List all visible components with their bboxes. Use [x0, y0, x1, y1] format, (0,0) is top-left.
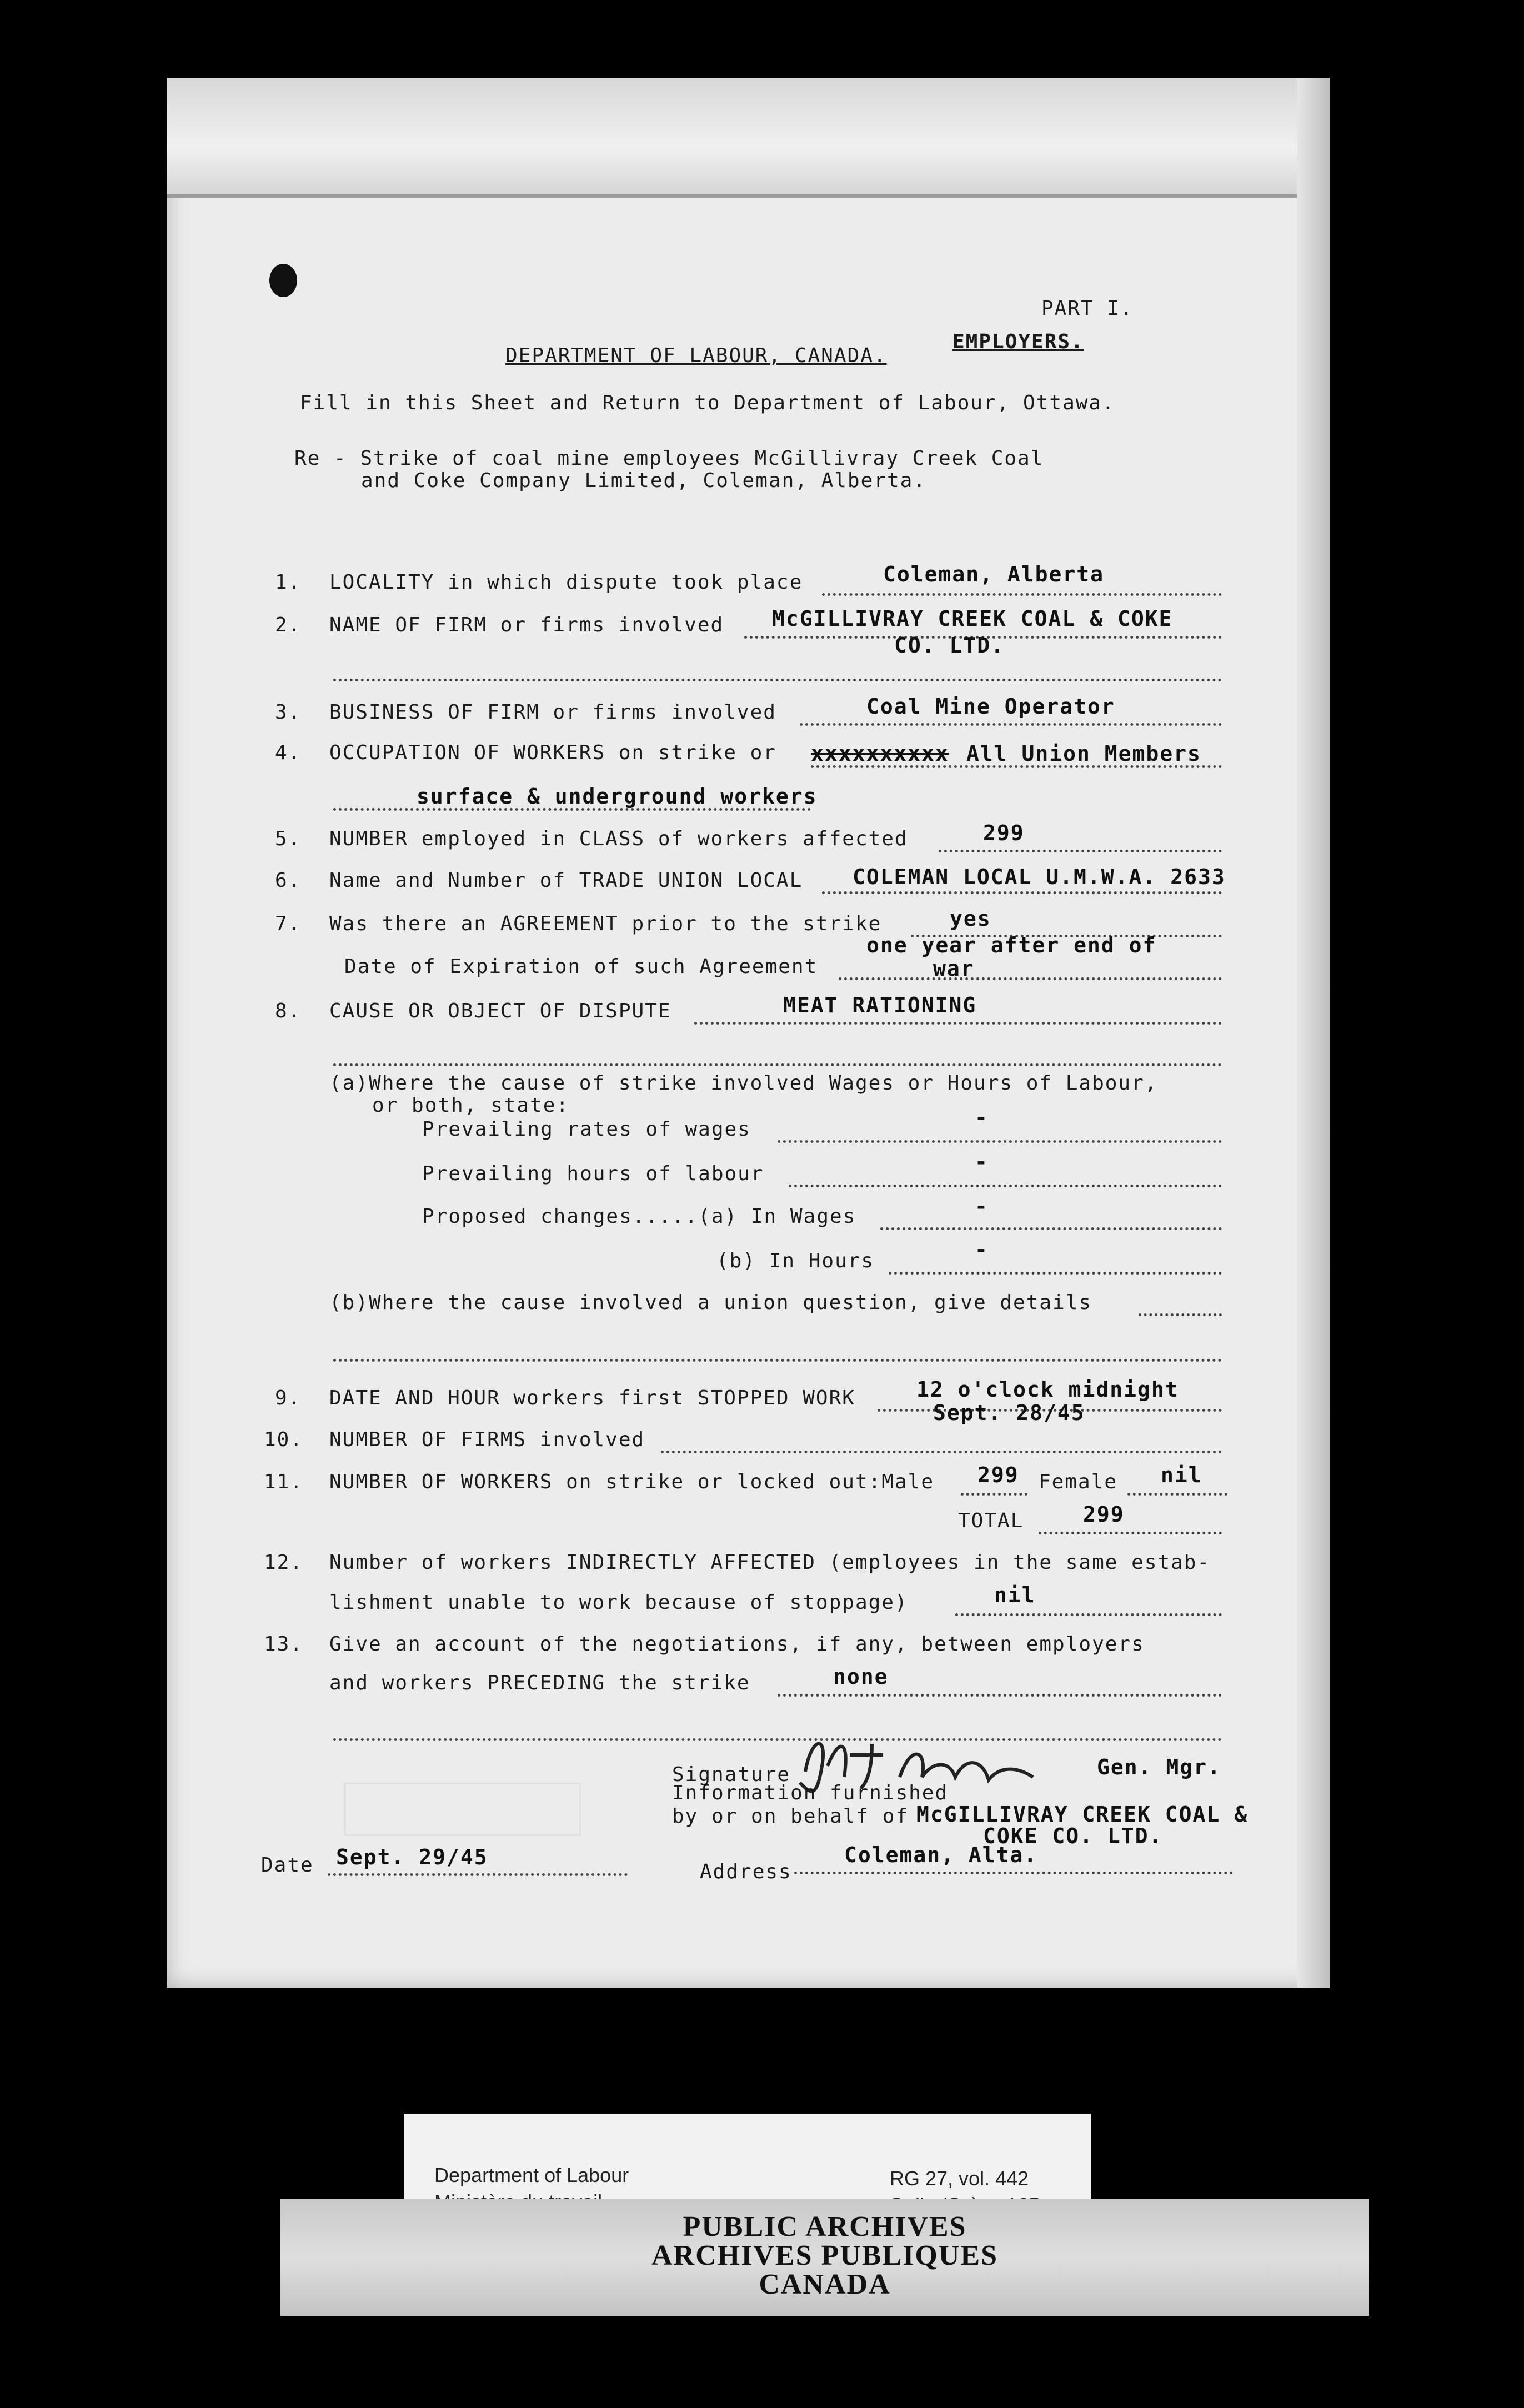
q7-expiration-label: Date of Expiration of such Agreement [344, 955, 818, 978]
q13-number: 13. [264, 1633, 304, 1656]
q12-dotted-line [955, 1613, 1222, 1616]
q11-female-value: nil [1161, 1463, 1202, 1487]
q13-dotted-line [778, 1694, 1222, 1697]
q2-value-line-2: CO. LTD. [894, 633, 1005, 658]
q6-number: 6. [275, 869, 302, 892]
q12-number: 12. [264, 1551, 304, 1574]
q8a-proposed-hours-value: - [975, 1237, 989, 1262]
q9-label: DATE AND HOUR workers first STOPPED WORK [329, 1387, 855, 1409]
archives-line-2: ARCHIVES PUBLIQUES [651, 2240, 999, 2271]
q10-number: 10. [264, 1428, 304, 1451]
q8-number: 8. [275, 1000, 302, 1022]
q2-label: NAME OF FIRM or firms involved [329, 614, 724, 636]
q5-number: 5. [275, 827, 302, 850]
date-label: Date [261, 1854, 314, 1877]
address-dotted-line [794, 1872, 1233, 1874]
signature-title: Gen. Mgr. [1097, 1755, 1221, 1779]
q1-number: 1. [275, 571, 302, 594]
q7-label: Was there an AGREEMENT prior to the strike [329, 912, 882, 935]
q7-expiration-dotted-line [839, 977, 1222, 980]
q4-struck-text: xxxxxxxxxx [811, 741, 949, 766]
q8a-rates-label: Prevailing rates of wages [422, 1118, 751, 1141]
q9-value-line-2: Sept. 28/45 [933, 1401, 1085, 1425]
q7-value: yes [950, 906, 991, 931]
q7-expiration-value: one year after end of [866, 933, 1157, 957]
q11-label: NUMBER OF WORKERS on strike or locked out:Male [329, 1471, 934, 1493]
q8a-proposed-wages-value: - [975, 1194, 989, 1218]
q13-label-line-2: and workers PRECEDING the strike [329, 1672, 750, 1694]
q11-total-dotted-line [1039, 1532, 1222, 1534]
q8a-hours-value: - [975, 1150, 989, 1174]
q10-label: NUMBER OF FIRMS involved [329, 1428, 645, 1451]
q11-total-label: TOTAL [958, 1509, 1024, 1532]
q7-expiration-value-line-2: war [933, 956, 975, 981]
q8b-dotted-line [1139, 1313, 1222, 1316]
q3-dotted-line [800, 723, 1222, 726]
q13-value: none [833, 1664, 889, 1689]
q11-male-value: 299 [977, 1463, 1019, 1487]
q5-value: 299 [983, 821, 1025, 845]
faded-stamp [344, 1783, 581, 1836]
archives-banner [280, 2199, 1369, 2316]
q10-dotted-line [661, 1451, 1222, 1453]
q1-value: Coleman, Alberta [883, 562, 1105, 586]
q4-number: 4. [275, 741, 302, 764]
q8-label: CAUSE OR OBJECT OF DISPUTE [329, 1000, 671, 1022]
archives-line-1: PUBLIC ARCHIVES [683, 2211, 967, 2243]
q7-number: 7. [275, 912, 302, 935]
q6-dotted-line [822, 891, 1222, 894]
information-label: Information furnished [672, 1782, 949, 1804]
archive-dept-en: Department of Labour [434, 2164, 629, 2186]
q4-label: OCCUPATION OF WORKERS on strike or [329, 741, 776, 764]
q1-label: LOCALITY in which dispute took place [329, 571, 803, 594]
q8a-label: (a)Where the cause of strike involved Wages or Hours of Labour, [329, 1072, 1158, 1095]
instruction-line: Fill in this Sheet and Return to Department of Labour, Ottawa. [300, 392, 1115, 414]
q12-label-line-2: lishment unable to work because of stoppage) [329, 1591, 908, 1614]
q8a-label-line-2: or both, state: [372, 1094, 570, 1117]
q1-dotted-line [822, 593, 1222, 596]
date-value: Sept. 29/45 [336, 1845, 488, 1869]
address-label: Address [700, 1860, 792, 1883]
q2-value: McGILLIVRAY CREEK COAL & COKE [772, 606, 1173, 631]
on-behalf-value: McGILLIVRAY CREEK COAL & [916, 1802, 1249, 1827]
q4-value: All Union Members [966, 741, 1201, 766]
q8-value: MEAT RATIONING [783, 993, 977, 1017]
paper-edge [1297, 78, 1330, 1988]
re-line-2: and Coke Company Limited, Coleman, Alberta. [361, 469, 926, 492]
q2-dotted-line-2 [333, 679, 1222, 681]
part-label: PART I. [1041, 297, 1134, 320]
q4-dotted-line [811, 765, 1222, 768]
signature-label: Signature [672, 1763, 791, 1786]
q5-dotted-line [939, 850, 1222, 852]
re-line-1: Re - Strike of coal mine employees McGillivray Creek Coal [294, 447, 1044, 470]
q8a-rates-dotted-line [778, 1140, 1222, 1143]
q3-value: Coal Mine Operator [866, 694, 1115, 719]
q8a-rates-value: - [975, 1105, 989, 1130]
q4-value-line-2: surface & underground workers [417, 784, 818, 809]
q8-dotted-line-2 [333, 1063, 1222, 1066]
q3-label: BUSINESS OF FIRM or firms involved [329, 701, 776, 724]
q8a-proposed-wages-label: Proposed changes.....(a) In Wages [422, 1205, 856, 1228]
q2-number: 2. [275, 614, 302, 636]
q12-label: Number of workers INDIRECTLY AFFECTED (employees in the same estab- [329, 1551, 1211, 1574]
q5-label: NUMBER employed in CLASS of workers affected [329, 827, 908, 850]
q8a-hours-label: Prevailing hours of labour [422, 1162, 764, 1185]
date-dotted-line [328, 1873, 628, 1876]
ink-blot [269, 264, 297, 297]
q3-number: 3. [275, 701, 302, 724]
q6-value: COLEMAN LOCAL U.M.W.A. 2633 [853, 865, 1226, 889]
q4-dotted-line-2 [333, 808, 811, 811]
q8a-hours-dotted-line [789, 1185, 1222, 1187]
address-value: Coleman, Alta. [844, 1843, 1038, 1867]
q11-total-value: 299 [1083, 1502, 1125, 1527]
archive-reference: RG 27, vol. 442 [890, 2167, 1029, 2190]
q8a-proposed-hours-dotted-line [889, 1272, 1222, 1275]
q11-female-dotted-line [1127, 1493, 1227, 1496]
q6-label: Name and Number of TRADE UNION LOCAL [329, 869, 803, 892]
q8-dotted-line [694, 1022, 1222, 1025]
q13-dotted-line-2 [333, 1738, 1222, 1741]
q11-male-dotted-line [961, 1493, 1027, 1496]
q11-number: 11. [264, 1471, 304, 1493]
q8a-proposed-hours-label: (b) In Hours [716, 1250, 875, 1272]
q12-value: nil [994, 1583, 1036, 1607]
q13-label: Give an account of the negotiations, if any, between employers [329, 1633, 1145, 1656]
q8b-dotted-line-2 [333, 1359, 1222, 1362]
q9-number: 9. [275, 1387, 302, 1409]
q9-value: 12 o'clock midnight [916, 1377, 1179, 1402]
on-behalf-value-line-2: COKE CO. LTD. [983, 1824, 1163, 1848]
paper-top-fold [167, 78, 1330, 198]
employers-label: EMPLOYERS. [952, 330, 1084, 353]
archives-line-3: CANADA [759, 2269, 891, 2300]
q8a-proposed-wages-dotted-line [880, 1227, 1222, 1230]
department-title: DEPARTMENT OF LABOUR, CANADA. [505, 344, 887, 367]
q11-female-label: Female [1039, 1471, 1118, 1493]
on-behalf-label: by or on behalf of [672, 1805, 909, 1828]
q8b-label: (b)Where the cause involved a union question, give details [329, 1291, 1092, 1314]
